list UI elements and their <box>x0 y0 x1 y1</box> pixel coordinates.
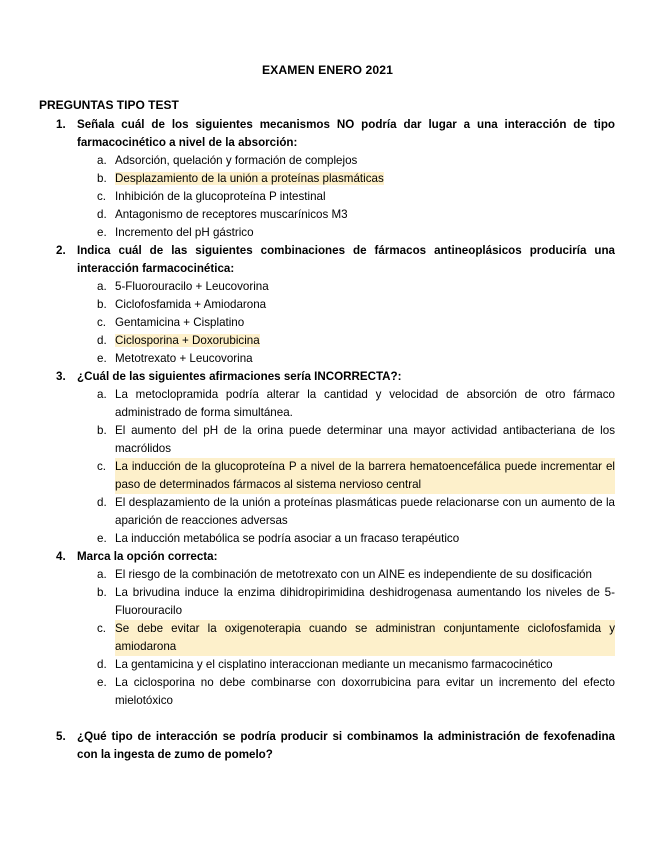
option-letter: d. <box>97 496 107 509</box>
option-2c <box>97 314 615 332</box>
option-text: El aumento del pH de la orina puede determinar una mayor actividad antibacteriana de los macrólidos <box>115 424 615 455</box>
question-1-options <box>97 152 615 242</box>
question-2-options <box>97 278 615 368</box>
option-text: Adsorción, quelación y formación de complejos <box>115 154 358 167</box>
option-text: Desplazamiento de la unión a proteínas plasmáticas <box>115 172 384 185</box>
option-text: El desplazamiento de la unión a proteínas plasmáticas puede relacionarse con un aumento de la aparición de reacciones adversas <box>115 496 615 527</box>
option-text: Se debe evitar la oxigenoterapia cuando se administran conjuntamente ciclofosfamida y amiodarona <box>115 622 615 653</box>
option-letter: c. <box>97 316 107 329</box>
option-4a <box>97 566 615 584</box>
section-heading: PREGUNTAS TIPO TEST <box>39 98 179 112</box>
option-3d <box>97 494 615 530</box>
option-text: Incremento del pH gástrico <box>115 226 254 239</box>
option-letter: e. <box>97 532 107 545</box>
question-text: Indica cuál de las siguientes combinaciones de fármacos antineoplásicos produciría una interacción farmacocinética: <box>77 244 615 275</box>
option-letter: a. <box>97 154 107 167</box>
option-2d-highlighted <box>97 332 615 350</box>
option-3e <box>97 530 615 548</box>
question-4 <box>56 548 615 566</box>
option-letter: a. <box>97 568 107 581</box>
question-number: 3. <box>56 370 66 383</box>
option-4c-highlighted <box>97 620 615 656</box>
question-3 <box>56 368 615 386</box>
option-text: Gentamicina + Cisplatino <box>115 316 245 329</box>
question-number: 5. <box>56 730 66 743</box>
question-number: 4. <box>56 550 66 563</box>
question-4-options <box>97 566 615 710</box>
question-3-options <box>97 386 615 548</box>
option-text: El riesgo de la combinación de metotrexato con un AINE es independiente de su dosificación <box>115 568 592 581</box>
question-number: 1. <box>56 118 66 131</box>
option-1e <box>97 224 615 242</box>
option-4d <box>97 656 615 674</box>
option-letter: d. <box>97 334 107 347</box>
option-2e <box>97 350 615 368</box>
question-5 <box>56 728 615 764</box>
option-4e <box>97 674 615 710</box>
option-letter: e. <box>97 226 107 239</box>
option-letter: b. <box>97 172 107 185</box>
option-text: La inducción metabólica se podría asociar a un fracaso terapéutico <box>115 532 460 545</box>
option-text: La inducción de la glucoproteína P a nivel de la barrera hematoencefálica puede incrementar el paso de determinados fármacos al sistema nervioso central <box>115 460 615 491</box>
option-text: La metoclopramida podría alterar la cantidad y velocidad de absorción de otro fármaco administrado de forma simultánea. <box>115 388 615 419</box>
option-4b <box>97 584 615 620</box>
option-1d <box>97 206 615 224</box>
option-text: La ciclosporina no debe combinarse con doxorrubicina para evitar un incremento del efecto mielotóxico <box>115 676 615 707</box>
option-text: 5-Fluorouracilo + Leucovorina <box>115 280 269 293</box>
option-letter: d. <box>97 208 107 221</box>
option-3c-highlighted <box>97 458 615 494</box>
question-2 <box>56 242 615 278</box>
option-1a <box>97 152 615 170</box>
option-3a <box>97 386 615 422</box>
option-letter: c. <box>97 190 107 203</box>
option-letter: b. <box>97 424 107 437</box>
option-letter: b. <box>97 298 107 311</box>
option-letter: c. <box>97 622 107 635</box>
option-text: Ciclofosfamida + Amiodarona <box>115 298 267 311</box>
option-letter: c. <box>97 460 107 473</box>
option-letter: e. <box>97 676 107 689</box>
option-text: Inhibición de la glucoproteína P intestinal <box>115 190 326 203</box>
option-text: Antagonismo de receptores muscarínicos M3 <box>115 208 348 221</box>
question-text: Marca la opción correcta: <box>77 550 218 563</box>
option-3b <box>97 422 615 458</box>
option-letter: a. <box>97 280 107 293</box>
option-text: La brivudina induce la enzima dihidropirimidina deshidrogenasa aumentando los niveles de 5-Fluorouracilo <box>115 586 615 617</box>
option-letter: a. <box>97 388 107 401</box>
option-2a <box>97 278 615 296</box>
option-text: Ciclosporina + Doxorubicina <box>115 334 260 347</box>
question-text: ¿Cuál de las siguientes afirmaciones sería INCORRECTA?: <box>77 370 402 383</box>
option-1c <box>97 188 615 206</box>
option-1b-highlighted <box>97 170 615 188</box>
option-letter: d. <box>97 658 107 671</box>
question-text: ¿Qué tipo de interacción se podría producir si combinamos la administración de fexofenadina con la ingesta de zumo de pomelo? <box>77 730 615 761</box>
question-1 <box>56 116 615 152</box>
option-letter: e. <box>97 352 107 365</box>
option-2b <box>97 296 615 314</box>
option-letter: b. <box>97 586 107 599</box>
page-title: EXAMEN ENERO 2021 <box>261 63 394 77</box>
option-text: La gentamicina y el cisplatino interaccionan mediante un mecanismo farmacocinético <box>115 658 553 671</box>
question-number: 2. <box>56 244 66 257</box>
question-text: Señala cuál de los siguientes mecanismos NO podría dar lugar a una interacción de tipo farmacocinético a nivel de la absorción: <box>77 118 615 149</box>
option-text: Metotrexato + Leucovorina <box>115 352 253 365</box>
